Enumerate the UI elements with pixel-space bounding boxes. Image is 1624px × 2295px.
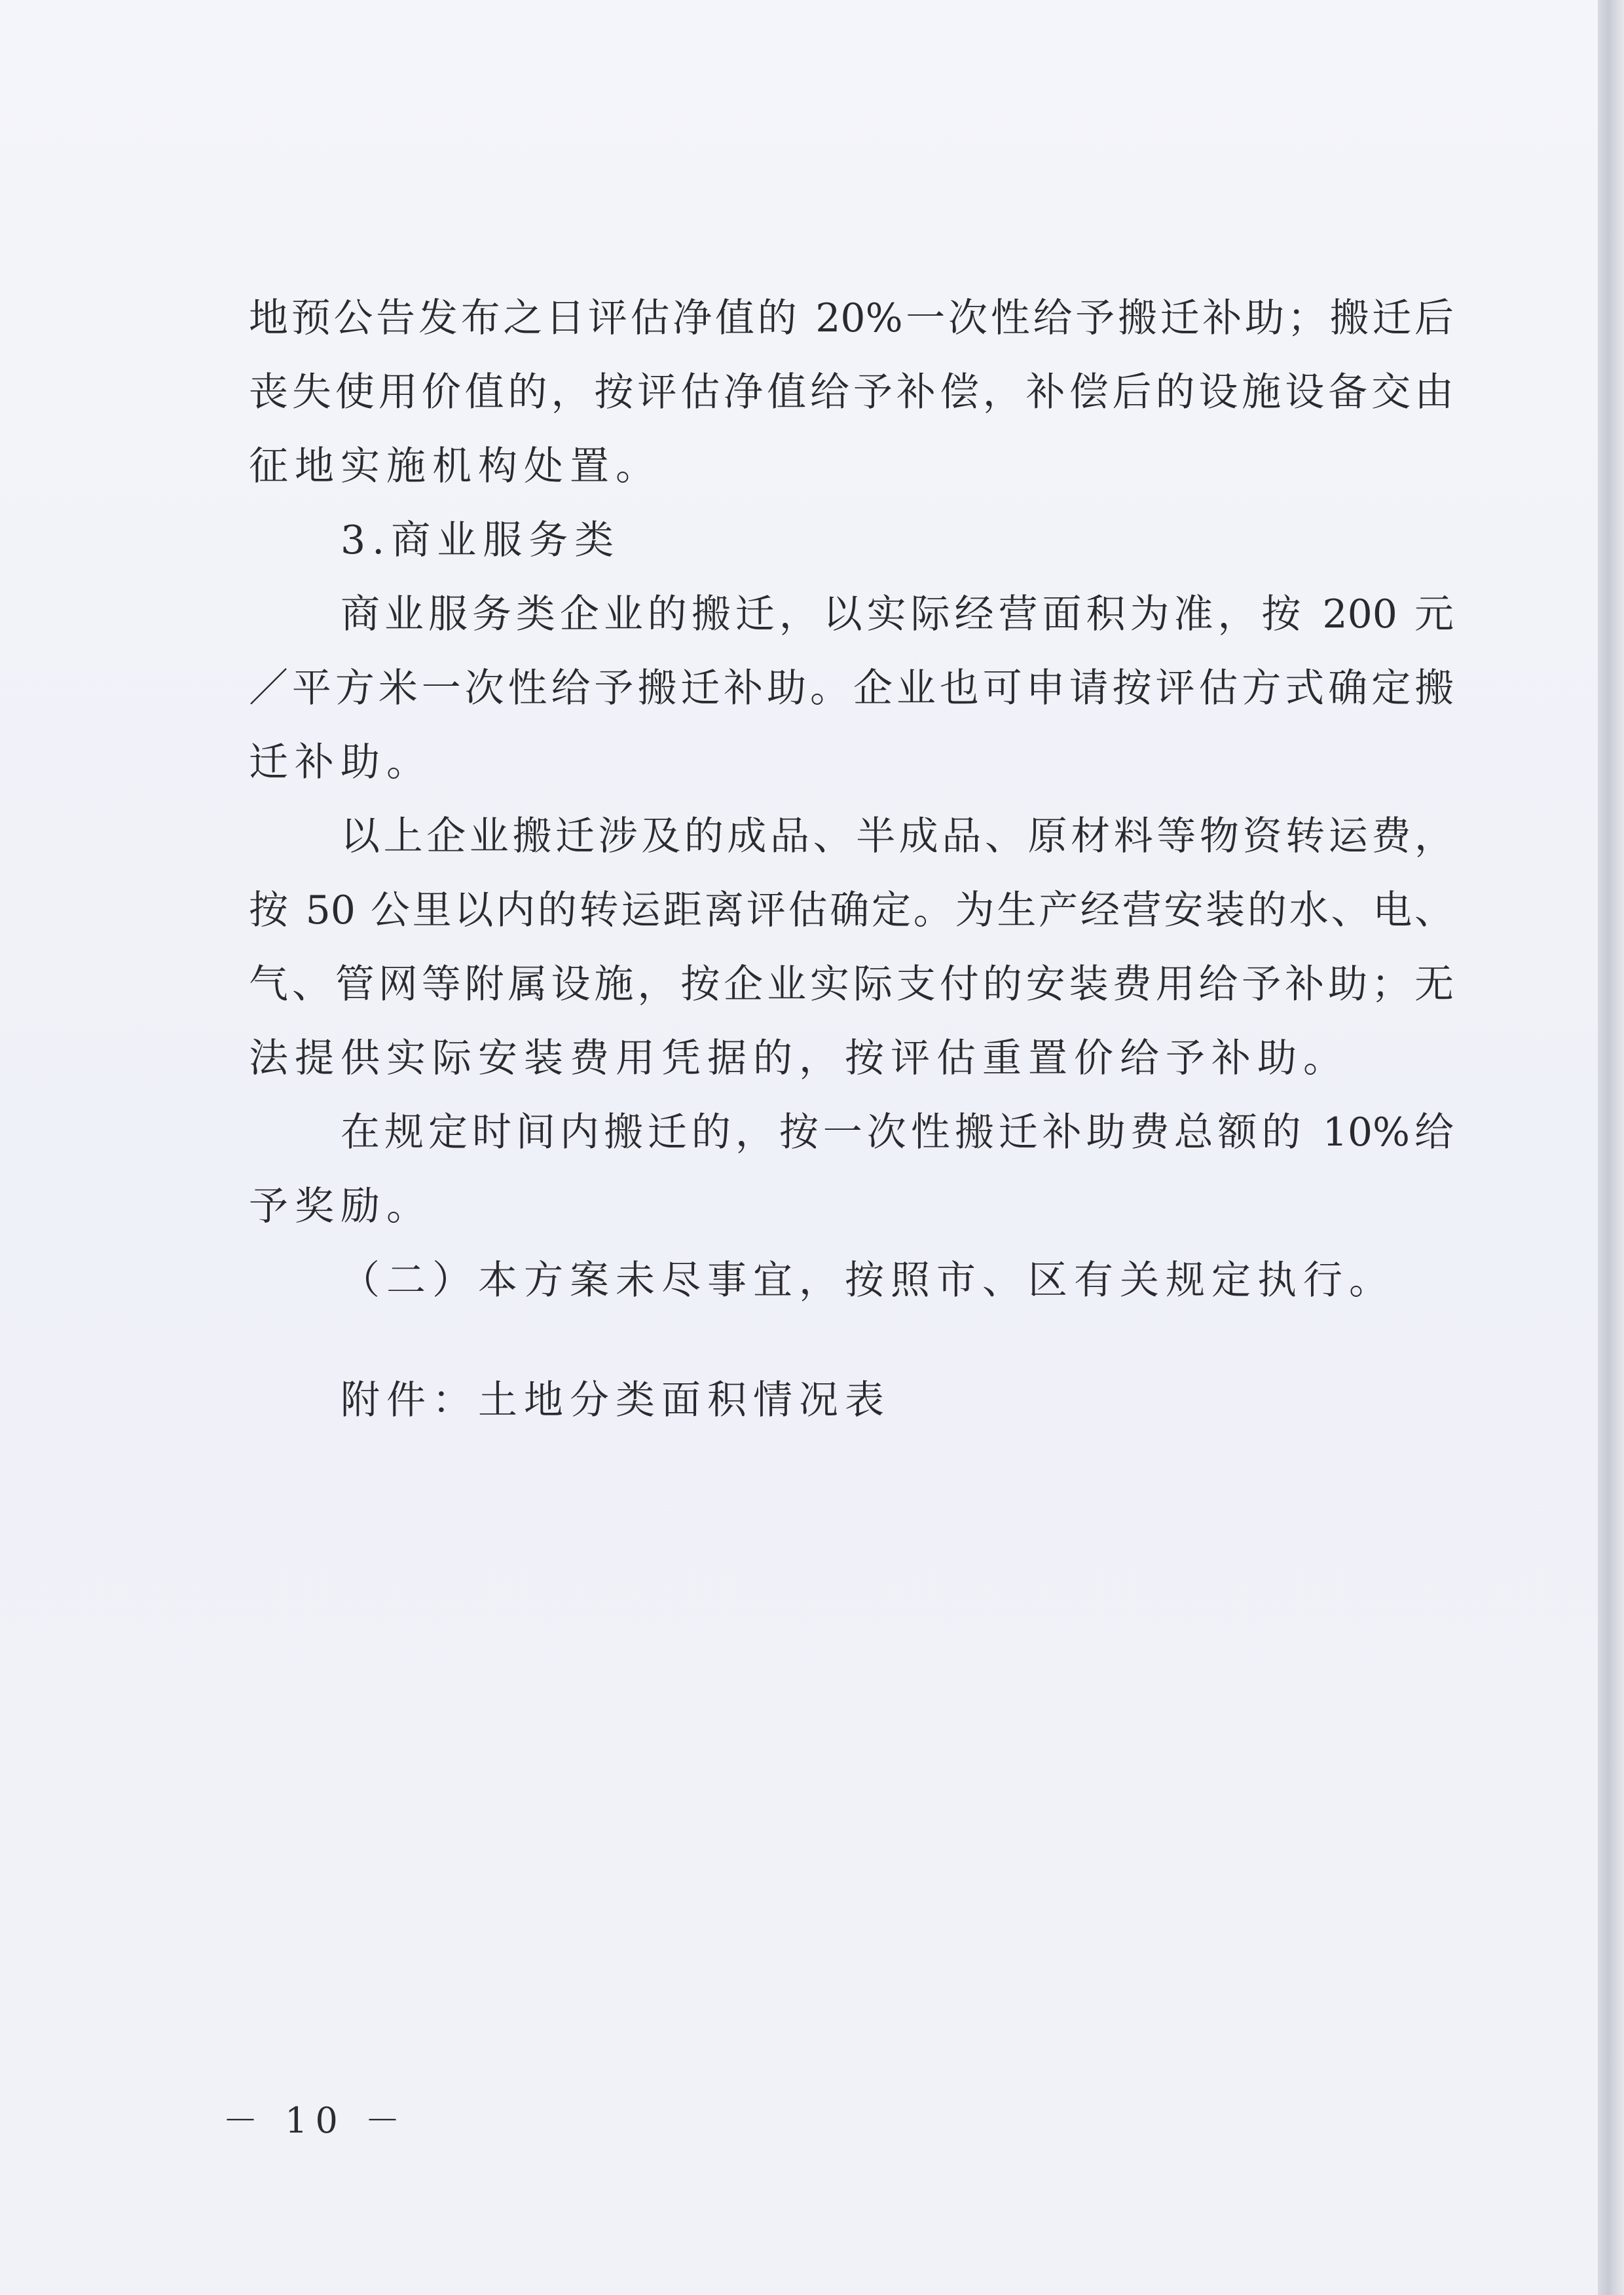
- paragraph-line: ／平方米一次性给予搬迁补助。企业也可申请按评估方式确定搬: [249, 665, 1454, 711]
- section-heading: 3.商业服务类: [341, 517, 621, 563]
- paragraph-line: 以上企业搬迁涉及的成品、半成品、原材料等物资转运费，: [341, 813, 1454, 859]
- paragraph-line: 予奖励。: [249, 1184, 432, 1229]
- paragraph-line: 丧失使用价值的，按评估净值给予补偿，补偿后的设施设备交由: [249, 369, 1454, 415]
- paragraph-line: （二）本方案未尽事宜，按照市、区有关规定执行。: [341, 1258, 1395, 1303]
- paragraph-line: 迁补助。: [249, 739, 432, 785]
- paragraph-line: 征地实施机构处置。: [249, 443, 661, 489]
- scan-edge: [1598, 0, 1624, 2295]
- paragraph-line: 商业服务类企业的搬迁，以实际经营面积为准，按 200 元: [341, 591, 1454, 637]
- paragraph-line: 地预公告发布之日评估净值的 20%一次性给予搬迁补助；搬迁后: [249, 295, 1454, 341]
- page-number: － 10 －: [223, 2100, 409, 2141]
- paragraph-line: 按 50 公里以内的转运距离评估确定。为生产经营安装的水、电、: [249, 887, 1454, 933]
- paragraph-line: 在规定时间内搬迁的，按一次性搬迁补助费总额的 10%给: [341, 1110, 1454, 1155]
- spacer: [249, 1318, 1454, 1364]
- body-text: [249, 282, 1454, 1438]
- paragraph-line: 法提供实际安装费用凭据的，按评估重置价给予补助。: [249, 1036, 1349, 1081]
- paragraph-line: 气、管网等附属设施，按企业实际支付的安装费用给予补助；无: [249, 961, 1454, 1007]
- attachment-line: 附件：土地分类面积情况表: [341, 1377, 891, 1423]
